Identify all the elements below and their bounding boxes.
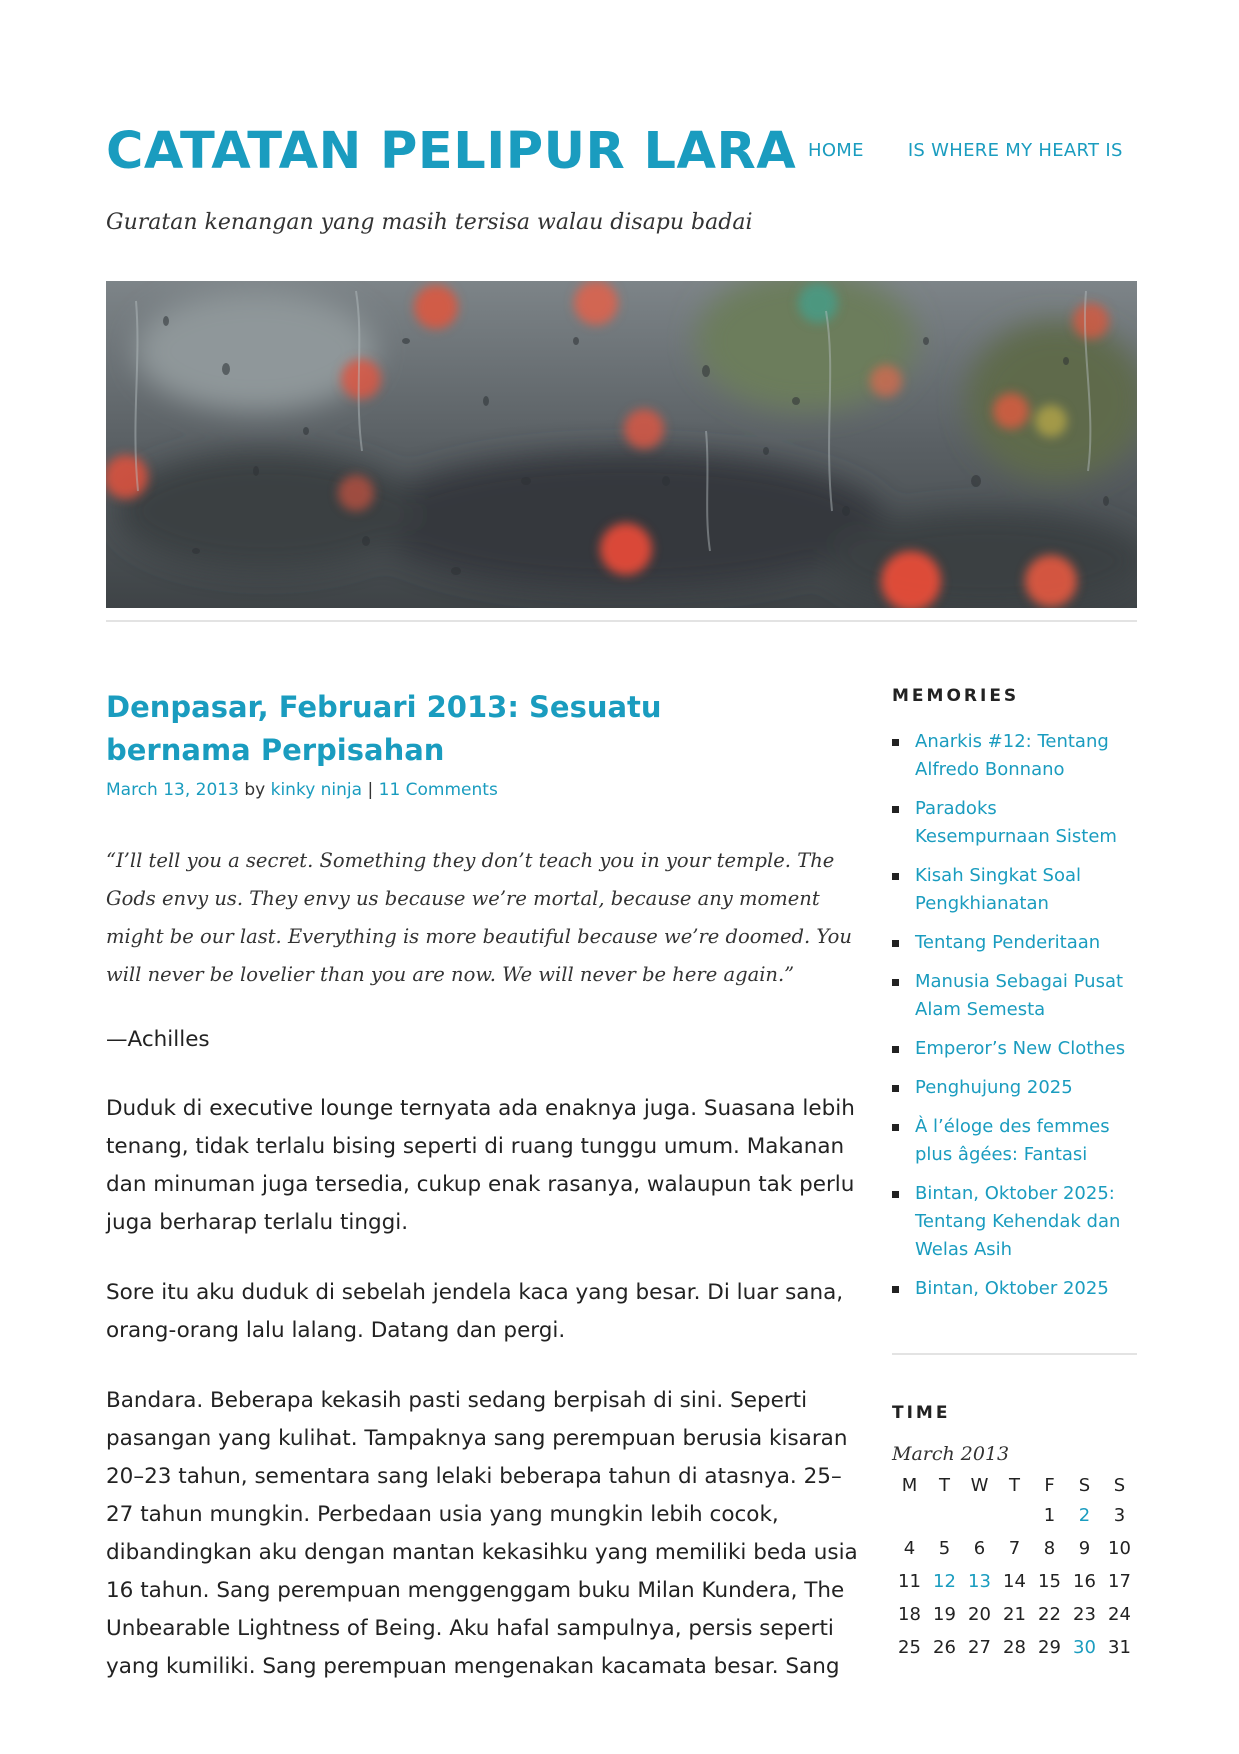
calendar-weekday: T — [939, 1474, 950, 1496]
calendar-week-row — [892, 1631, 1137, 1664]
memories-item[interactable] — [892, 1275, 1137, 1303]
bullet-icon — [892, 873, 899, 880]
rainy-window-image — [106, 281, 1137, 608]
calendar-day: 29 — [1038, 1637, 1061, 1658]
calendar-weekday: M — [901, 1474, 918, 1496]
memories-widget-title: MEMORIES — [892, 686, 1020, 706]
calendar-week-row — [892, 1532, 1137, 1565]
header-image — [106, 281, 1137, 608]
bullet-icon — [892, 940, 899, 947]
calendar-day: 27 — [968, 1637, 991, 1658]
calendar-day: 19 — [933, 1604, 956, 1625]
sidebar-separator — [892, 1353, 1137, 1355]
calendar-day: 31 — [1108, 1637, 1131, 1658]
meta-divider: | — [367, 780, 374, 800]
bullet-icon — [892, 979, 899, 986]
post-paragraph: Bandara. Beberapa kekasih pasti sedang berpisah di sini. Seperti pasangan yang kulihat. Tampaknya sang perempuan berusia kisaran 20–23 tahun, sementara sang lelaki beberapa tahun di atasnya. 25–27 tahun mungkin. Perbedaan usia yang mungkin lebih cocok, dibandingkan aku dengan mantan kekasihku yang memiliki beda usia 16 tahun. Sang perempuan menggenggam buku Milan Kundera, The Unbearable Lightness of Being. Aku hafal sampulnya, persis seperti yang kumiliki. Sang perempuan mengenakan kacamata besar. Sang — [106, 1388, 858, 1679]
calendar-week-row — [892, 1565, 1137, 1598]
calendar-day: 8 — [1043, 1538, 1056, 1559]
bullet-icon — [892, 806, 899, 813]
header-separator — [106, 620, 1137, 622]
nav-item-is-where-my-heart-is[interactable]: IS WHERE MY HEART IS — [907, 140, 1123, 161]
memories-item[interactable] — [892, 1074, 1137, 1102]
bullet-icon — [892, 1124, 899, 1131]
bullet-icon — [892, 1191, 899, 1198]
memories-item[interactable] — [892, 1113, 1137, 1169]
calendar-day: 7 — [1008, 1538, 1021, 1559]
calendar-day: 23 — [1073, 1604, 1096, 1625]
calendar-day-link[interactable]: 2 — [1078, 1505, 1091, 1526]
post-meta — [106, 780, 498, 800]
memories-item-label: Emperor’s New Clothes — [915, 1038, 1126, 1059]
memories-item[interactable] — [892, 728, 1137, 784]
calendar-day: 18 — [898, 1604, 921, 1625]
post-author-link[interactable]: kinky ninja — [270, 780, 363, 800]
calendar-day: 26 — [933, 1637, 956, 1658]
memories-list — [892, 728, 1137, 1314]
calendar-day: 21 — [1003, 1604, 1026, 1625]
calendar-day: 20 — [968, 1604, 991, 1625]
bullet-icon — [892, 1286, 899, 1293]
time-widget-title: TIME — [892, 1403, 951, 1423]
memories-item[interactable] — [892, 929, 1137, 957]
bullet-icon — [892, 1085, 899, 1092]
calendar-weekday: T — [1009, 1474, 1020, 1496]
calendar-weekday: F — [1044, 1474, 1055, 1496]
calendar-empty-cell — [997, 1499, 1032, 1532]
post-paragraph: Duduk di executive lounge ternyata ada enaknya juga. Suasana lebih tenang, tidak terlalu bising seperti di ruang tunggu umum. Makanan dan minuman juga tersedia, cukup enak rasanya, walaupun tak perlu juga berharap terlalu tinggi. — [106, 1096, 855, 1235]
post-paragraph: Sore itu aku duduk di sebelah jendela kaca yang besar. Di luar sana, orang-orang lalu lalang. Datang dan pergi. — [106, 1280, 844, 1343]
calendar-day: 1 — [1043, 1505, 1056, 1526]
memories-item[interactable] — [892, 862, 1137, 918]
calendar-empty-cell — [892, 1499, 927, 1532]
calendar-weekday-row — [892, 1471, 1137, 1499]
calendar-day: 15 — [1038, 1571, 1061, 1592]
bullet-icon — [892, 1046, 899, 1053]
nav-item-home[interactable]: HOME — [808, 140, 864, 161]
memories-item[interactable] — [892, 795, 1137, 851]
calendar-day: 5 — [938, 1538, 951, 1559]
memories-item-label: Kisah Singkat Soal Pengkhianatan — [915, 865, 1081, 914]
site-title[interactable]: CATATAN PELIPUR LARA — [106, 122, 797, 181]
memories-item-label: Bintan, Oktober 2025 — [915, 1278, 1109, 1299]
memories-item-label: Anarkis #12: Tentang Alfredo Bonnano — [915, 731, 1109, 780]
calendar-week-row — [892, 1598, 1137, 1631]
calendar-weekday: S — [1113, 1474, 1126, 1496]
post-title[interactable]: Denpasar, Februari 2013: Sesuatu bernama Perpisahan — [106, 690, 662, 767]
calendar-day: 22 — [1038, 1604, 1061, 1625]
memories-item[interactable] — [892, 1035, 1137, 1063]
site-tagline: Guratan kenangan yang masih tersisa walau disapu badai — [106, 210, 753, 235]
calendar-day: 24 — [1108, 1604, 1131, 1625]
post-comments-link[interactable]: 11 Comments — [378, 780, 498, 800]
calendar-empty-cell — [962, 1499, 997, 1532]
quote-attribution: —Achilles — [106, 1027, 210, 1052]
calendar-day: 11 — [898, 1571, 921, 1592]
calendar-week-row — [892, 1499, 1137, 1532]
calendar-empty-cell — [927, 1499, 962, 1532]
post-by-label: by — [244, 780, 266, 800]
calendar-day: 28 — [1003, 1637, 1026, 1658]
calendar-day: 17 — [1108, 1571, 1131, 1592]
main-navigation — [808, 140, 1123, 161]
calendar-day: 16 — [1073, 1571, 1096, 1592]
calendar-day-link[interactable]: 30 — [1073, 1637, 1096, 1658]
calendar-weekday: S — [1078, 1474, 1091, 1496]
memories-item-label: Manusia Sebagai Pusat Alam Semesta — [915, 971, 1124, 1020]
memories-item-label: À l’éloge des femmes plus âgées: Fantasi — [915, 1116, 1110, 1165]
memories-item-label: Bintan, Oktober 2025: Tentang Kehendak dan Welas Asih — [915, 1183, 1121, 1260]
memories-item[interactable] — [892, 968, 1137, 1024]
post-date-link[interactable]: March 13, 2013 — [106, 780, 239, 800]
calendar-body — [892, 1499, 1137, 1664]
calendar-caption: March 2013 — [892, 1443, 1010, 1465]
post-quote: “I’ll tell you a secret. Something they don’t teach you in your temple. The Gods envy us. They envy us because we’re mortal, because any moment might be our last. Everything is more beautiful because we’re doomed. You will never be lovelier than you are now. We will never be here again.” — [106, 849, 852, 986]
memories-item[interactable] — [892, 1180, 1137, 1264]
calendar-weekday: W — [970, 1474, 989, 1496]
calendar-day: 14 — [1003, 1571, 1026, 1592]
calendar-widget — [892, 1443, 1137, 1664]
calendar-day: 3 — [1113, 1505, 1126, 1526]
calendar-day: 10 — [1108, 1538, 1131, 1559]
memories-item-label: Penghujung 2025 — [915, 1077, 1073, 1098]
calendar-day: 9 — [1078, 1538, 1091, 1559]
calendar-table — [892, 1471, 1137, 1664]
calendar-day: 25 — [898, 1637, 921, 1658]
calendar-day: 4 — [903, 1538, 916, 1559]
calendar-day-link[interactable]: 12 — [933, 1571, 956, 1592]
memories-item-label: Tentang Penderitaan — [915, 932, 1101, 953]
memories-item-label: Paradoks Kesempurnaan Sistem — [915, 798, 1117, 847]
bullet-icon — [892, 739, 899, 746]
calendar-day-link[interactable]: 13 — [968, 1571, 991, 1592]
calendar-day: 6 — [973, 1538, 986, 1559]
